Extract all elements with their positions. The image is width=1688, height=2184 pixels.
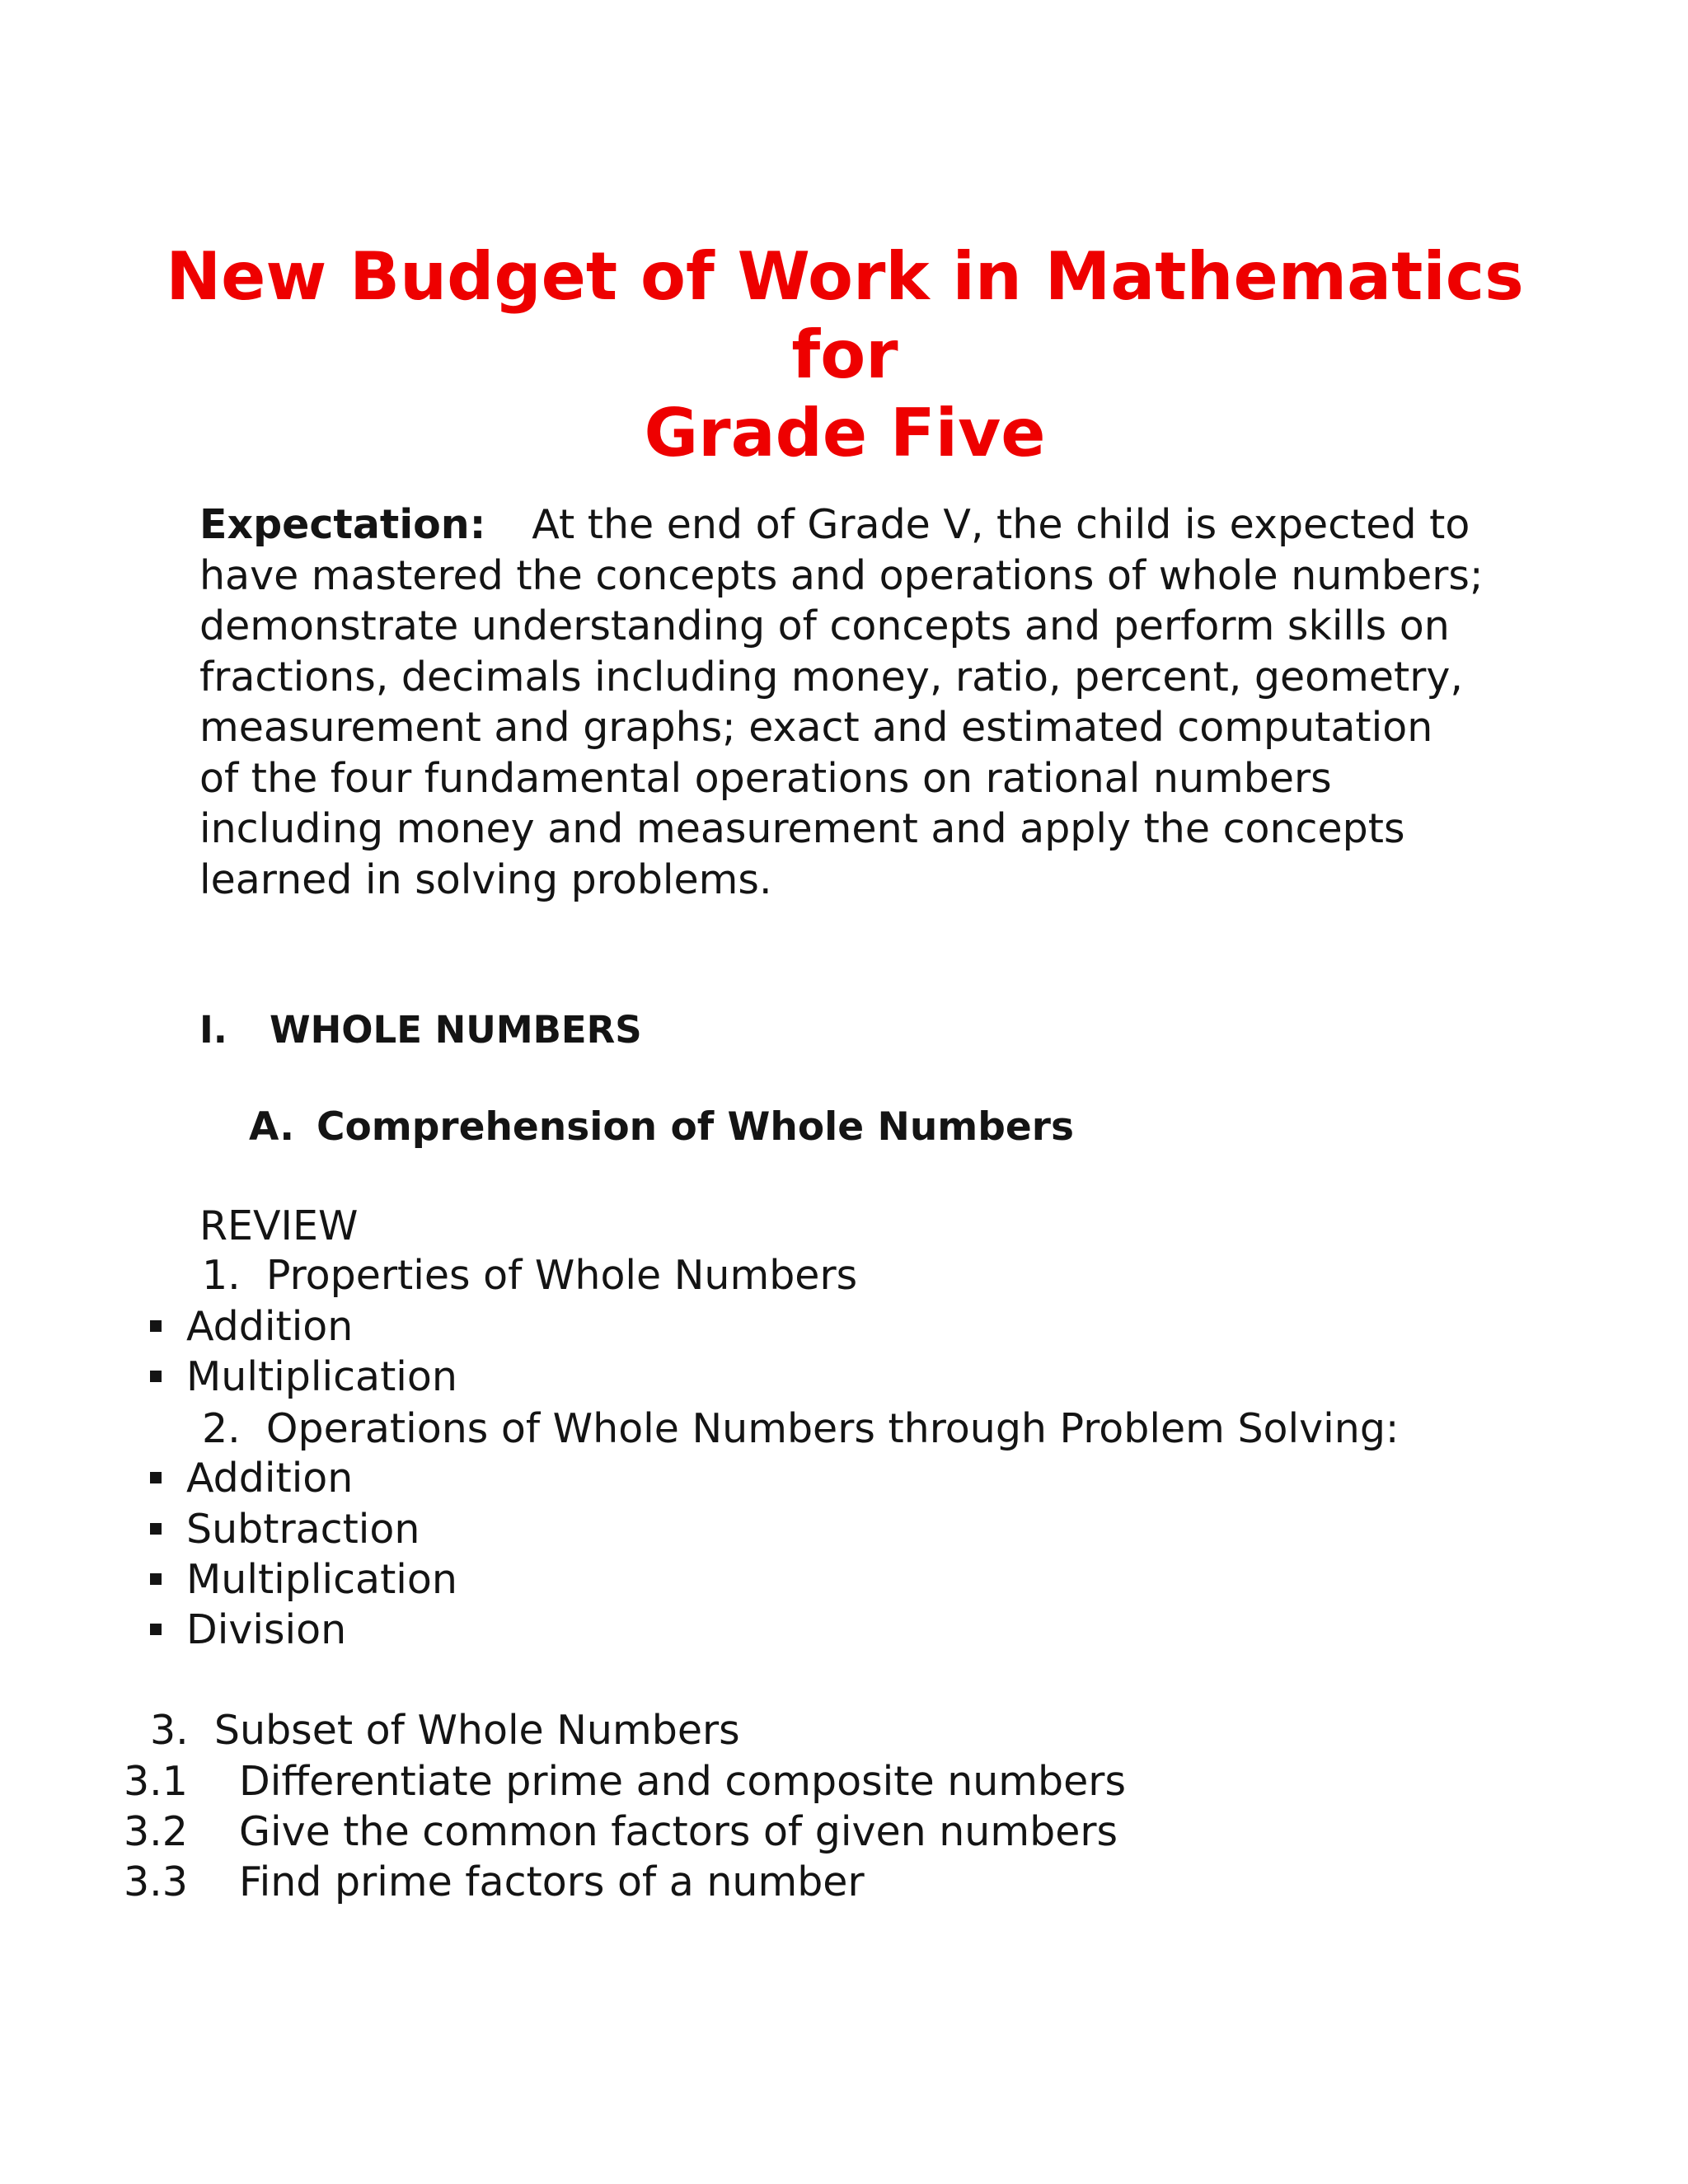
bullet-square-icon [150,1523,162,1535]
subsection-letter: A. [249,1104,295,1150]
bullet-square-icon [150,1320,162,1332]
section-title: WHOLE NUMBERS [270,1008,642,1052]
sub-list-item [124,1858,865,1907]
list-item-text: Subtraction [186,1506,420,1553]
review-item-number: 3. [150,1707,189,1754]
list-item [150,1454,353,1503]
section-number: I. [199,1008,227,1052]
sub-list-item [124,1807,1118,1857]
sub-item-number: 3.2 [124,1808,188,1855]
expectation-paragraph [199,499,1485,905]
sub-list-item [124,1757,1126,1807]
sub-item-text: Find prime factors of a number [239,1858,865,1905]
list-item [150,1605,346,1655]
review-item-3 [150,1706,740,1755]
document-title [165,237,1525,472]
list-item [150,1505,420,1554]
sub-item-text: Differentiate prime and composite numbers [239,1758,1126,1805]
list-item-text: Addition [186,1303,354,1350]
bullet-square-icon [150,1371,162,1382]
list-item-text: Division [186,1606,347,1653]
bullet-square-icon [150,1573,162,1585]
sub-item-number: 3.1 [124,1758,188,1805]
expectation-text: At the end of Grade V, the child is expected to [532,501,1470,548]
expectation-line: have mastered the concepts and operations of whole numbers; [199,551,1484,599]
list-item-text: Multiplication [186,1556,457,1603]
list-item-text: Multiplication [186,1353,457,1400]
expectation-line: learned in solving problems. [199,855,772,903]
sub-item-text: Give the common factors of given numbers [239,1808,1118,1855]
expectation-line: measurement and graphs; exact and estimated computation [199,704,1433,751]
list-item-text: Addition [186,1455,354,1502]
expectation-line: including money and measurement and apply the concepts [199,805,1405,852]
title-line-2: Grade Five [644,395,1046,471]
review-item-text: Subset of Whole Numbers [213,1707,740,1754]
sub-item-number: 3.3 [124,1858,188,1905]
title-line-1: New Budget of Work in Mathematics for [166,238,1524,393]
review-item-text: Operations of Whole Numbers through Problem Solving: [265,1405,1400,1452]
expectation-line [199,499,1485,551]
review-item-number: 1. [202,1252,241,1299]
review-item-2 [202,1404,1399,1454]
list-item [150,1302,353,1352]
expectation-line: of the four fundamental operations on rational numbers [199,754,1332,802]
review-item-text: Properties of Whole Numbers [265,1252,858,1299]
review-item-1 [202,1251,857,1301]
expectation-label: Expectation: [199,501,486,548]
list-item [150,1555,457,1605]
bullet-square-icon [150,1624,162,1635]
review-label: REVIEW [199,1202,359,1249]
subsection-title: Comprehension of Whole Numbers [316,1104,1074,1150]
list-item [150,1352,457,1402]
bullet-square-icon [150,1472,162,1483]
expectation-line: fractions, decimals including money, ratio, percent, geometry, [199,653,1463,701]
section-heading [199,1007,642,1053]
expectation-line: demonstrate understanding of concepts and perform skills on [199,602,1450,649]
subsection-heading [249,1104,1074,1151]
review-item-number: 2. [202,1405,241,1452]
